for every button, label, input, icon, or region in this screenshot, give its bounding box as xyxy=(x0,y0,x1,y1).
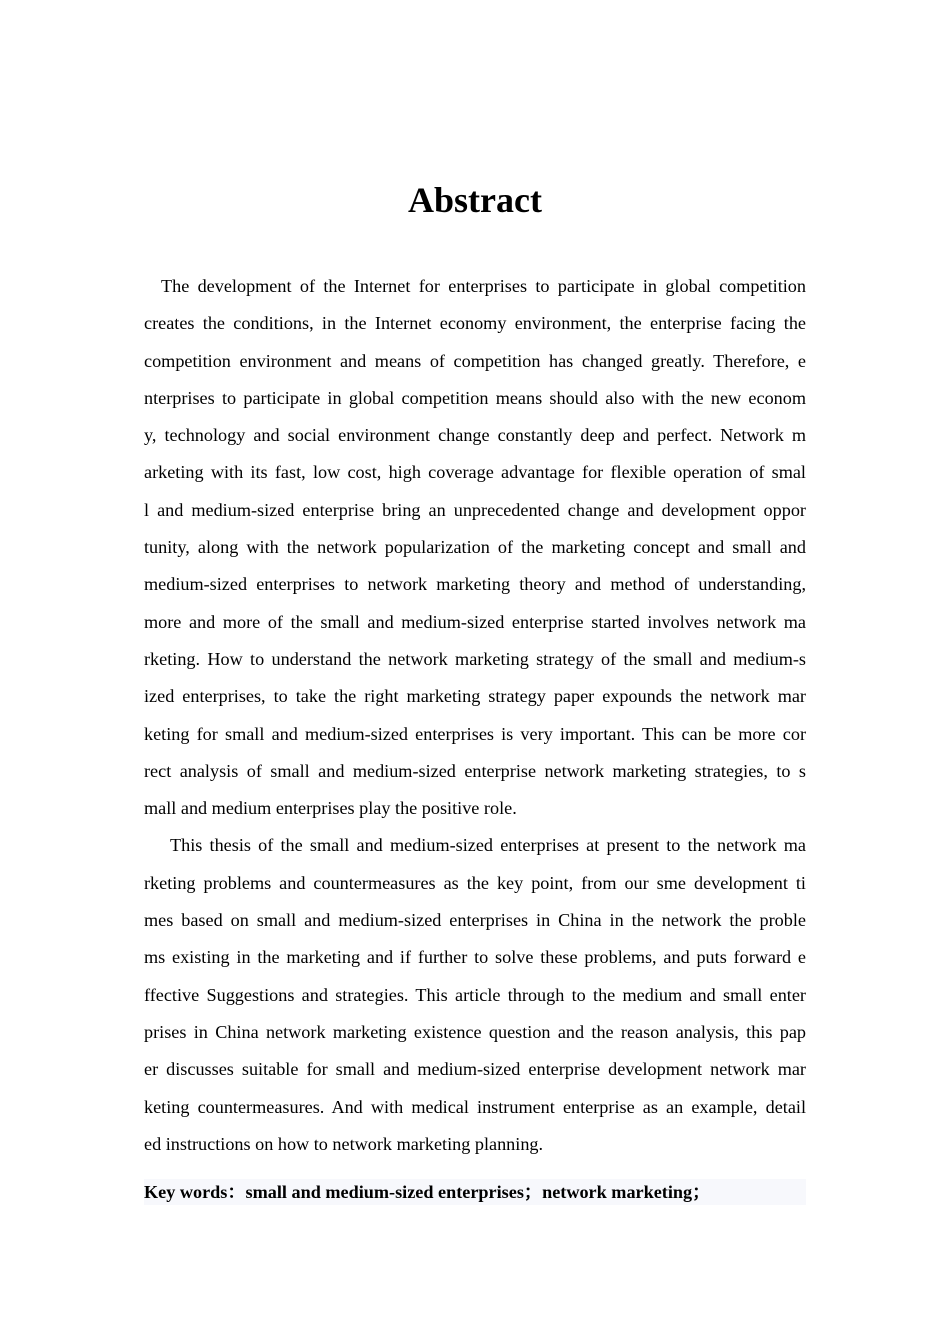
text-line: ms existing in the marketing and if further to solve these problems, and puts forward e xyxy=(144,947,806,968)
paragraph-1 xyxy=(144,268,806,827)
text-line: keting countermeasures. And with medical instrument enterprise as an example, detail xyxy=(144,1096,806,1117)
text-line: arketing with its fast, low cost, high coverage advantage for flexible operation of smal xyxy=(144,462,806,483)
keywords-line: Key words：small and medium-sized enterprises；network marketing； xyxy=(144,1179,806,1205)
text-line: medium-sized enterprises to network marketing theory and method of understanding, xyxy=(144,574,806,595)
text-line: mall and medium enterprises play the positive role. xyxy=(144,798,517,819)
text-line: ized enterprises, to take the right marketing strategy paper expounds the network mar xyxy=(144,686,806,707)
text-line: l and medium-sized enterprise bring an unprecedented change and development oppor xyxy=(144,499,806,520)
text-line: tunity, along with the network popularization of the marketing concept and small and xyxy=(144,537,806,558)
text-line: keting for small and medium-sized enterprises is very important. This can be more cor xyxy=(144,723,806,744)
text-line: nterprises to participate in global competition means should also with the new econom xyxy=(144,387,806,408)
text-line: creates the conditions, in the Internet economy environment, the enterprise facing the xyxy=(144,313,806,334)
text-line: more and more of the small and medium-sized enterprise started involves network ma xyxy=(144,611,806,632)
text-line: rect analysis of small and medium-sized enterprise network marketing strategies, to s xyxy=(144,760,806,781)
text-line: The development of the Internet for enterprises to participate in global competition xyxy=(161,276,806,296)
text-line: rketing problems and countermeasures as the key point, from our sme development ti xyxy=(144,872,806,893)
paragraph-2 xyxy=(144,827,806,1163)
page-title: Abstract xyxy=(408,180,542,220)
text-line: y, technology and social environment change constantly deep and perfect. Network m xyxy=(144,425,806,446)
text-line: er discusses suitable for small and medium-sized enterprise development network mar xyxy=(144,1059,806,1080)
text-line: ed instructions on how to network marketing planning. xyxy=(144,1133,544,1154)
abstract-body xyxy=(144,268,806,1163)
text-line: ffective Suggestions and strategies. This article through to the medium and small enter xyxy=(144,984,806,1005)
text-line: rketing. How to understand the network marketing strategy of the small and medium-s xyxy=(144,648,806,669)
text-line: prises in China network marketing existence question and the reason analysis, this pap xyxy=(144,1021,806,1042)
text-line: mes based on small and medium-sized enterprises in China in the network the proble xyxy=(144,910,806,931)
text-line: This thesis of the small and medium-sized enterprises at present to the network ma xyxy=(170,835,806,856)
text-line: competition environment and means of competition has changed greatly. Therefore, e xyxy=(144,350,806,371)
